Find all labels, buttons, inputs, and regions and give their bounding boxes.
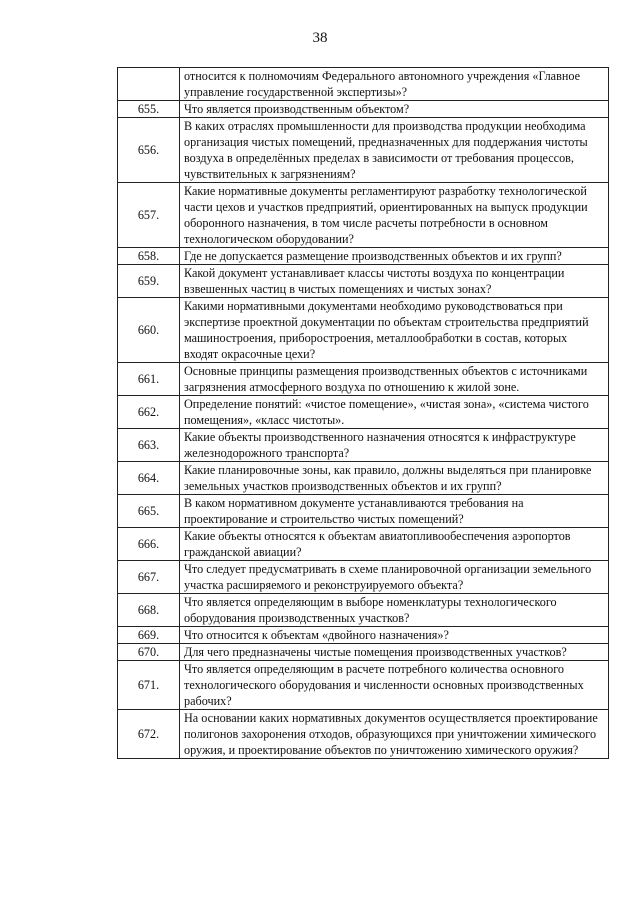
question-number: 664.: [118, 462, 180, 495]
question-number: 662.: [118, 396, 180, 429]
table-row: [118, 183, 609, 248]
question-text: В каких отраслях промышленности для производства продукции необходима организация чистых помещений, предназначенных для поддержания чистоты воздуха в определённых пределах в зависимости от требования процессов, чувствительных к загрязнениям?: [180, 118, 609, 183]
question-text: Основные принципы размещения производственных объектов с источниками загрязнения атмосферного воздуха по отношению к жилой зоне.: [180, 363, 609, 396]
table-row: [118, 528, 609, 561]
table-row: [118, 248, 609, 265]
question-text: Какой документ устанавливает классы чистоты воздуха по концентрации взвешенных частиц в чистых помещениях и чистых зонах?: [180, 265, 609, 298]
question-text: В каком нормативном документе устанавливаются требования на проектирование и строительство чистых помещений?: [180, 495, 609, 528]
question-number: 658.: [118, 248, 180, 265]
question-number: 665.: [118, 495, 180, 528]
question-text: Какие объекты относятся к объектам авиатопливообеспечения аэропортов гражданской авиации?: [180, 528, 609, 561]
table-row: [118, 644, 609, 661]
table-row: [118, 396, 609, 429]
table-row: [118, 429, 609, 462]
table-row: [118, 710, 609, 759]
table-row: [118, 101, 609, 118]
question-number: 668.: [118, 594, 180, 627]
table-row: [118, 68, 609, 101]
table-row: [118, 594, 609, 627]
question-number: 670.: [118, 644, 180, 661]
question-text: Что является определяющим в расчете потребного количества основного технологического оборудования и численности основных производственных рабочих?: [180, 661, 609, 710]
table-row: [118, 627, 609, 644]
question-number: [118, 68, 180, 101]
question-text: Какие объекты производственного назначения относятся к инфраструктуре железнодорожного транспорта?: [180, 429, 609, 462]
question-text: Определение понятий: «чистое помещение», «чистая зона», «система чистого помещения», «класс чистоты».: [180, 396, 609, 429]
questions-table: [117, 67, 609, 759]
question-number: 672.: [118, 710, 180, 759]
question-text: Какие нормативные документы регламентируют разработку технологической части цехов и участков предприятий, ориентированных на выпуск продукции оборонного назначения, в том числе расчеты потребности в основном технологическом оборудовании?: [180, 183, 609, 248]
question-text: Что является определяющим в выборе номенклатуры технологического оборудования производственных участков?: [180, 594, 609, 627]
question-number: 663.: [118, 429, 180, 462]
question-text: Какими нормативными документами необходимо руководствоваться при экспертизе проектной документации по объектам строительства предприятий машиностроения, приборостроения, металлообработки в состав, которых входят окрасочные цехи?: [180, 298, 609, 363]
question-number: 660.: [118, 298, 180, 363]
question-number: 659.: [118, 265, 180, 298]
question-number: 657.: [118, 183, 180, 248]
question-number: 671.: [118, 661, 180, 710]
question-number: 669.: [118, 627, 180, 644]
question-number: 655.: [118, 101, 180, 118]
question-text: Что является производственным объектом?: [180, 101, 609, 118]
question-number: 661.: [118, 363, 180, 396]
table-row: [118, 118, 609, 183]
question-text: Что следует предусматривать в схеме планировочной организации земельного участка расширяемого и реконструируемого объекта?: [180, 561, 609, 594]
table-row: [118, 495, 609, 528]
question-number: 656.: [118, 118, 180, 183]
question-text: На основании каких нормативных документов осуществляется проектирование полигонов захоронения отходов, образующихся при уничтожении химического оружия, и проектирование объектов по уничтожению химического оружия?: [180, 710, 609, 759]
questions-table-body: [118, 68, 609, 759]
question-number: 666.: [118, 528, 180, 561]
table-row: [118, 462, 609, 495]
table-row: [118, 298, 609, 363]
question-text: Где не допускается размещение производственных объектов и их групп?: [180, 248, 609, 265]
question-text: Что относится к объектам «двойного назначения»?: [180, 627, 609, 644]
question-text: относится к полномочиям Федерального автономного учреждения «Главное управление государственной экспертизы»?: [180, 68, 609, 101]
question-text: Для чего предназначены чистые помещения производственных участков?: [180, 644, 609, 661]
table-row: [118, 561, 609, 594]
question-number: 667.: [118, 561, 180, 594]
table-row: [118, 363, 609, 396]
table-row: [118, 265, 609, 298]
question-text: Какие планировочные зоны, как правило, должны выделяться при планировке земельных участков производственных объектов и их групп?: [180, 462, 609, 495]
page-number: 38: [312, 30, 328, 46]
table-row: [118, 661, 609, 710]
